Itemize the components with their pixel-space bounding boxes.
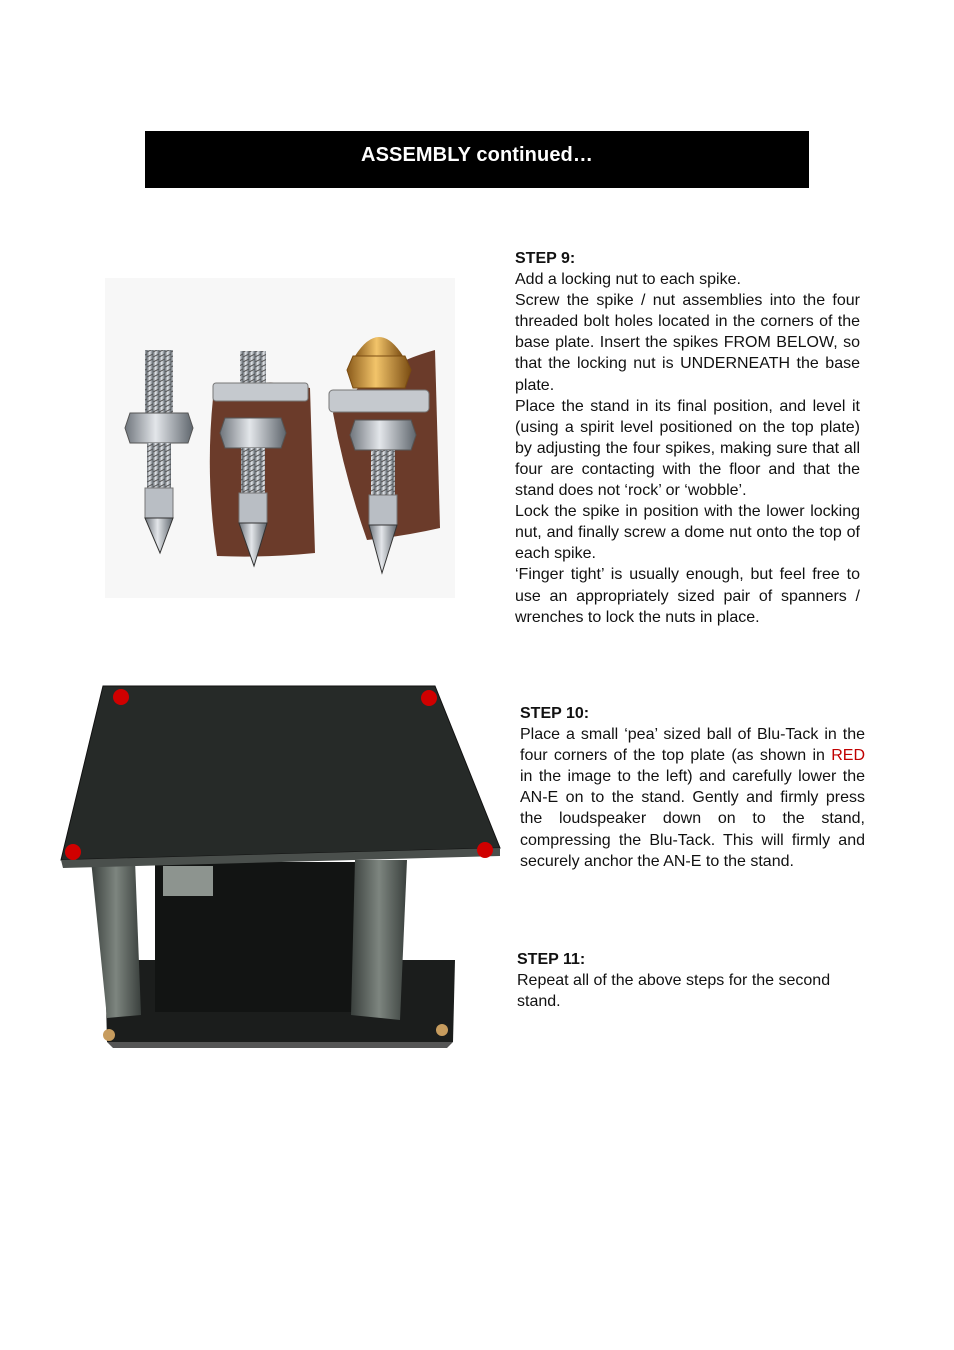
step-9 (515, 248, 860, 628)
stand-photo (55, 680, 505, 1065)
step-9-paragraph-5: ‘Finger tight’ is usually enough, but feel free to use an appropriately sized pair of spanners / wrenches to lock the nuts in place. (515, 566, 860, 626)
step-11-title: STEP 11: (517, 951, 586, 968)
step-9-paragraph-1: Add a locking nut to each spike. (515, 271, 741, 289)
step-10-title: STEP 10: (520, 705, 590, 722)
spikes-photo (105, 278, 455, 598)
blu-tack-marker-top-right (421, 690, 437, 706)
base-spike-left (103, 1029, 115, 1041)
step-11 (517, 949, 862, 1012)
step-9-paragraph-2: Screw the spike / nut assemblies into the four threaded bolt holes located in the corners of the base plate. Insert the spikes FROM BELOW, so that the locking nut is UNDERNEATH the base plate. (515, 292, 860, 394)
step-10-red-highlight: RED (831, 747, 865, 765)
blu-tack-marker-bottom-left (65, 844, 81, 860)
step-9-paragraph-4: Lock the spike in position with the lower locking nut, and finally screw a dome nut onto the top of each spike. (515, 503, 860, 563)
step-10 (520, 703, 865, 872)
step-10-text-after: in the image to the left) and carefully lower the AN-E on to the stand. Gently and firmly press the loudspeaker down on to the stand, compressing the Blu-Tack. This will firmly and securely anchor the AN-E to the stand. (520, 768, 865, 870)
section-title: ASSEMBLY continued… (361, 144, 593, 166)
blu-tack-marker-top-left (113, 689, 129, 705)
step-9-paragraph-3: Place the stand in its final position, and level it (using a spirit level positioned on the top plate) by adjusting the four spikes, making sure that all four are contacting with the floor and that the stand does not ‘rock’ or ‘wobble’. (515, 397, 860, 500)
base-spike-right (436, 1024, 448, 1036)
section-header (145, 131, 809, 188)
step-11-text: Repeat all of the above steps for the second stand. (517, 972, 831, 1011)
step-10-text (520, 724, 865, 872)
step-9-title: STEP 9: (515, 250, 576, 267)
blu-tack-marker-bottom-right (477, 842, 493, 858)
step-10-text-before: Place a small ‘pea’ sized ball of Blu-Tack in the four corners of the top plate (as shown in (520, 726, 865, 765)
